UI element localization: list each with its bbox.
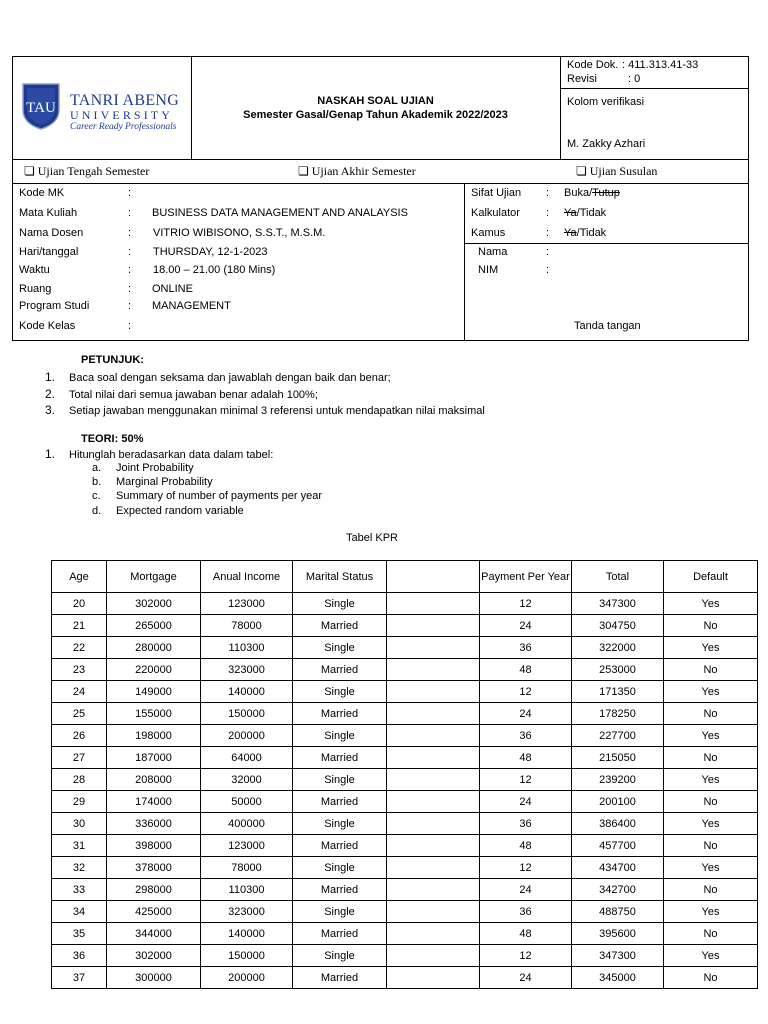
table-cell: 488750	[572, 901, 664, 923]
table-cell: 110300	[201, 637, 293, 659]
table-cell: 37	[52, 967, 107, 989]
table-cell: 336000	[107, 813, 201, 835]
table-row	[52, 615, 758, 637]
petunjuk-title: PETUNJUK:	[81, 354, 144, 366]
table-cell	[387, 769, 480, 791]
table-cell: Married	[293, 703, 387, 725]
petunjuk-item: 3. Setiap jawaban menggunakan minimal 3 referensi untuk mendapatkan nilai maksimal	[45, 403, 485, 417]
ruang-colon: :	[128, 283, 132, 295]
table-cell: 155000	[107, 703, 201, 725]
table-cell: 302000	[107, 945, 201, 967]
exam-type-uas	[298, 164, 416, 179]
header-divider-right	[560, 56, 561, 160]
table-cell: 198000	[107, 725, 201, 747]
university-logo-icon	[21, 82, 61, 130]
table-cell: Single	[293, 857, 387, 879]
table-cell: 149000	[107, 681, 201, 703]
table-row	[52, 769, 758, 791]
table-cell: Married	[293, 923, 387, 945]
table-cell: 323000	[201, 659, 293, 681]
table-cell: No	[664, 703, 758, 725]
table-cell: 36	[480, 725, 572, 747]
svg-text:TAU: TAU	[26, 100, 56, 116]
table-cell: 171350	[572, 681, 664, 703]
table-cell: 24	[480, 791, 572, 813]
table-cell: 24	[480, 703, 572, 725]
table-cell: Yes	[664, 945, 758, 967]
table-row	[52, 835, 758, 857]
exam-type-uts-label: Ujian Tengah Semester	[37, 164, 150, 178]
teori-subitem-letter: c.	[92, 490, 101, 502]
table-cell: 30	[52, 813, 107, 835]
table-header-cell: Marital Status	[293, 561, 387, 593]
table-cell: Yes	[664, 725, 758, 747]
teori-subitem	[92, 505, 244, 517]
table-header-cell: Payment Per Year	[480, 561, 572, 593]
teori-subitem	[92, 490, 322, 502]
kalkulator-value	[564, 207, 606, 219]
table-cell: Married	[293, 659, 387, 681]
table-header-cell: Anual Income	[201, 561, 293, 593]
table-header-cell: Mortgage	[107, 561, 201, 593]
table-title: Tabel KPR	[346, 532, 398, 544]
table-row	[52, 879, 758, 901]
table-cell: 239200	[572, 769, 664, 791]
table-cell: 29	[52, 791, 107, 813]
table-row	[52, 593, 758, 615]
exam-title: NASKAH SOAL UJIAN	[317, 95, 434, 107]
kalkulator-tidak: /Tidak	[576, 207, 607, 219]
table-header-cell	[387, 561, 480, 593]
kamus-value	[564, 227, 606, 239]
table-cell: 386400	[572, 813, 664, 835]
table-cell: 200000	[201, 967, 293, 989]
table-cell: 23	[52, 659, 107, 681]
table-cell	[387, 593, 480, 615]
table-cell: 48	[480, 747, 572, 769]
table-cell: 24	[52, 681, 107, 703]
table-cell: 35	[52, 923, 107, 945]
table-cell: 140000	[201, 923, 293, 945]
teori-subitem-text: Expected random variable	[116, 505, 244, 517]
table-cell: Yes	[664, 901, 758, 923]
table-cell: Married	[293, 879, 387, 901]
logo-tagline: Career Ready Professionals	[70, 122, 177, 132]
table-cell: Yes	[664, 593, 758, 615]
table-cell: No	[664, 923, 758, 945]
table-cell: 378000	[107, 857, 201, 879]
table-cell: 12	[480, 857, 572, 879]
prodi-label: Program Studi	[19, 300, 90, 312]
table-cell	[387, 747, 480, 769]
table-cell	[387, 835, 480, 857]
table-cell: 220000	[107, 659, 201, 681]
table-cell: Married	[293, 835, 387, 857]
table-cell	[387, 813, 480, 835]
table-cell: 200100	[572, 791, 664, 813]
table-row	[52, 967, 758, 989]
table-cell: No	[664, 791, 758, 813]
table-cell: 302000	[107, 593, 201, 615]
table-cell: 50000	[201, 791, 293, 813]
kalkulator-ya: Ya	[564, 207, 577, 219]
table-cell: No	[664, 967, 758, 989]
petunjuk-item: 1. Baca soal dengan seksama dan jawablah dengan baik dan benar;	[45, 370, 391, 384]
table-cell: 22	[52, 637, 107, 659]
teori-subitem-letter: d.	[92, 505, 102, 517]
table-cell: 395600	[572, 923, 664, 945]
sifat-closed: Tutup	[592, 187, 620, 199]
table-cell: 48	[480, 659, 572, 681]
table-cell: Yes	[664, 857, 758, 879]
kelas-colon: :	[128, 320, 132, 332]
table-cell: Single	[293, 769, 387, 791]
table-row	[52, 901, 758, 923]
table-cell	[387, 637, 480, 659]
table-cell: 347300	[572, 945, 664, 967]
table-cell: 12	[480, 945, 572, 967]
table-body	[52, 593, 758, 989]
table-cell: Single	[293, 725, 387, 747]
table-cell: 187000	[107, 747, 201, 769]
table-cell: 265000	[107, 615, 201, 637]
table-row	[52, 725, 758, 747]
table-cell: 78000	[201, 615, 293, 637]
table-cell: 20	[52, 593, 107, 615]
table-cell	[387, 615, 480, 637]
table-cell: 150000	[201, 703, 293, 725]
petunjuk-item-text: Setiap jawaban menggunakan minimal 3 referensi untuk mendapatkan nilai maksimal	[69, 405, 485, 417]
table-cell: Single	[293, 945, 387, 967]
table-cell: 174000	[107, 791, 201, 813]
table-row	[52, 813, 758, 835]
ruang-label: Ruang	[19, 283, 52, 295]
petunjuk-item-text: Baca soal dengan seksama dan jawablah dengan baik dan benar;	[69, 372, 391, 384]
table-cell: 28	[52, 769, 107, 791]
table-cell: 347300	[572, 593, 664, 615]
table-cell: 425000	[107, 901, 201, 923]
sifat-label: Sifat Ujian	[471, 187, 522, 199]
table-cell: 31	[52, 835, 107, 857]
kolom-verifikasi: Kolom verifikasi	[567, 96, 645, 108]
verifier-name: M. Zakky Azhari	[567, 138, 646, 150]
table-cell: Single	[293, 637, 387, 659]
tanggal-label: Hari/tanggal	[19, 246, 79, 258]
table-cell: Yes	[664, 769, 758, 791]
table-cell	[387, 791, 480, 813]
petunjuk-item-text: Total nilai dari semua jawaban benar adalah 100%;	[69, 389, 318, 401]
table-row	[52, 659, 758, 681]
petunjuk-item: 2. Total nilai dari semua jawaban benar adalah 100%;	[45, 387, 318, 401]
table-cell: 434700	[572, 857, 664, 879]
ruang-value: ONLINE	[152, 283, 193, 295]
table-cell: 215050	[572, 747, 664, 769]
dosen-value: VITRIO WIBISONO, S.S.T., M.S.M.	[153, 227, 326, 239]
teori-subitem-text: Joint Probability	[116, 462, 194, 474]
checkbox-uts-icon[interactable]: ❏	[24, 164, 35, 178]
table-cell	[387, 857, 480, 879]
table-cell: 227700	[572, 725, 664, 747]
exam-info-divider	[464, 243, 749, 244]
header-divider-left	[191, 56, 192, 160]
table-cell	[387, 703, 480, 725]
tanggal-value: THURSDAY, 12-1-2023	[153, 246, 268, 258]
teori-subitem-text: Marginal Probability	[116, 476, 213, 488]
table-cell: 298000	[107, 879, 201, 901]
kode-dok-value: : 411.313.41-33	[622, 59, 699, 71]
table-cell: 280000	[107, 637, 201, 659]
table-cell: 25	[52, 703, 107, 725]
table-cell: 33	[52, 879, 107, 901]
exam-subtitle: Semester Gasal/Genap Tahun Akademik 2022/2023	[243, 109, 508, 121]
table-cell: 24	[480, 879, 572, 901]
kamus-tidak: /Tidak	[576, 227, 607, 239]
table-cell: No	[664, 659, 758, 681]
kode-mk-label: Kode MK	[19, 187, 65, 199]
table-cell: Married	[293, 791, 387, 813]
mata-kuliah-value: BUSINESS DATA MANAGEMENT AND ANALAYSIS	[152, 207, 408, 219]
table-cell: 300000	[107, 967, 201, 989]
table-cell: 48	[480, 923, 572, 945]
table-cell: 12	[480, 769, 572, 791]
nama-label: Nama	[478, 246, 508, 258]
table-cell: 12	[480, 593, 572, 615]
teori-subitem-text: Summary of number of payments per year	[116, 490, 323, 502]
table-cell: 32000	[201, 769, 293, 791]
teori-subitem-letter: b.	[92, 476, 102, 488]
nim-label: NIM	[478, 264, 499, 276]
teori-subitem	[92, 462, 194, 474]
table-row	[52, 923, 758, 945]
kamus-label: Kamus	[471, 227, 506, 239]
sifat-open: Buka/	[564, 187, 593, 199]
table-row	[52, 945, 758, 967]
table-cell: Yes	[664, 637, 758, 659]
table-cell: 344000	[107, 923, 201, 945]
kalkulator-label: Kalkulator	[471, 207, 520, 219]
table-cell: 178250	[572, 703, 664, 725]
table-cell: Single	[293, 901, 387, 923]
teori-title: TEORI: 50%	[81, 433, 144, 445]
mata-kuliah-label: Mata Kuliah	[19, 207, 78, 219]
exam-type-uts	[24, 164, 149, 179]
table-cell: 150000	[201, 945, 293, 967]
kamus-colon: :	[546, 227, 550, 239]
waktu-colon: :	[128, 264, 132, 276]
dosen-label: Nama Dosen	[19, 227, 84, 239]
table-cell: Married	[293, 747, 387, 769]
table-cell: Married	[293, 967, 387, 989]
kode-dok-label: Kode Dok.	[567, 59, 619, 71]
exam-type-susulan	[576, 164, 657, 179]
table-cell	[387, 725, 480, 747]
teori-question: 1. Hitunglah beradasarkan data dalam tabel:	[45, 447, 274, 461]
table-row	[52, 681, 758, 703]
table-cell: 27	[52, 747, 107, 769]
teori-subitem	[92, 476, 213, 488]
prodi-colon: :	[128, 300, 132, 312]
table-cell	[387, 659, 480, 681]
table-cell: 36	[52, 945, 107, 967]
kamus-ya: Ya	[564, 227, 577, 239]
table-cell	[387, 923, 480, 945]
table-cell	[387, 945, 480, 967]
table-cell: 322000	[572, 637, 664, 659]
header-divider-kode	[560, 88, 749, 89]
revisi-value: : 0	[628, 73, 641, 85]
kode-mk-colon: :	[128, 187, 132, 199]
table-cell: 140000	[201, 681, 293, 703]
table-cell: 457700	[572, 835, 664, 857]
checkbox-uas-icon[interactable]: ❏	[298, 164, 309, 178]
mata-kuliah-colon: :	[128, 207, 132, 219]
table-cell: 36	[480, 901, 572, 923]
table-cell: 253000	[572, 659, 664, 681]
table-cell	[387, 879, 480, 901]
table-cell: No	[664, 879, 758, 901]
table-row	[52, 857, 758, 879]
table-cell: No	[664, 615, 758, 637]
table-cell: 323000	[201, 901, 293, 923]
exam-type-susulan-label: Ujian Susulan	[589, 164, 658, 178]
waktu-value: 18.00 – 21.00 (180 Mins)	[153, 264, 276, 276]
table-cell: 110300	[201, 879, 293, 901]
table-header-cell: Age	[52, 561, 107, 593]
sifat-colon: :	[546, 187, 550, 199]
table-cell: 342700	[572, 879, 664, 901]
logo-university: UNIVERSITY	[70, 108, 173, 122]
table-cell: 24	[480, 967, 572, 989]
waktu-label: Waktu	[19, 264, 50, 276]
kelas-label: Kode Kelas	[19, 320, 76, 332]
revisi-label: Revisi	[567, 73, 597, 85]
table-cell: Yes	[664, 681, 758, 703]
table-cell: 78000	[201, 857, 293, 879]
table-header-cell: Default	[664, 561, 758, 593]
table-cell: Yes	[664, 813, 758, 835]
table-cell: 304750	[572, 615, 664, 637]
teori-question-text: Hitunglah beradasarkan data dalam tabel:	[69, 449, 274, 461]
table-cell: 345000	[572, 967, 664, 989]
nim-colon: :	[546, 264, 550, 276]
table-cell: 26	[52, 725, 107, 747]
table-cell: 36	[480, 637, 572, 659]
table-cell: Single	[293, 593, 387, 615]
table-cell: 36	[480, 813, 572, 835]
table-row	[52, 703, 758, 725]
table-cell: 398000	[107, 835, 201, 857]
checkbox-susulan-icon[interactable]: ❏	[576, 164, 587, 178]
table-row	[52, 791, 758, 813]
nama-colon: :	[546, 246, 550, 258]
table-cell: 48	[480, 835, 572, 857]
table-cell: 32	[52, 857, 107, 879]
kalkulator-colon: :	[546, 207, 550, 219]
tanggal-colon: :	[128, 246, 132, 258]
dosen-colon: :	[128, 227, 132, 239]
table-cell: 64000	[201, 747, 293, 769]
logo-name: TANRI ABENG	[70, 92, 180, 109]
table-cell: 24	[480, 615, 572, 637]
table-cell: Single	[293, 813, 387, 835]
course-detail-divider	[464, 183, 465, 341]
table-cell: No	[664, 835, 758, 857]
table-cell: 123000	[201, 593, 293, 615]
table-cell: 400000	[201, 813, 293, 835]
prodi-value: MANAGEMENT	[152, 300, 231, 312]
kpr-table	[51, 560, 758, 989]
exam-type-uas-label: Ujian Akhir Semester	[311, 164, 416, 178]
table-cell: 208000	[107, 769, 201, 791]
table-cell	[387, 967, 480, 989]
table-cell: 21	[52, 615, 107, 637]
table-cell	[387, 681, 480, 703]
table-cell: No	[664, 747, 758, 769]
table-header-row	[52, 561, 758, 593]
table-cell: 34	[52, 901, 107, 923]
table-cell: 12	[480, 681, 572, 703]
table-header-cell: Total	[572, 561, 664, 593]
teori-subitem-letter: a.	[92, 462, 102, 474]
table-cell: 123000	[201, 835, 293, 857]
sifat-value	[564, 187, 620, 199]
tanda-tangan-label: Tanda tangan	[574, 320, 641, 332]
table-cell	[387, 901, 480, 923]
table-cell: 200000	[201, 725, 293, 747]
table-row	[52, 747, 758, 769]
table-row	[52, 637, 758, 659]
table-cell: Single	[293, 681, 387, 703]
table-cell: Married	[293, 615, 387, 637]
